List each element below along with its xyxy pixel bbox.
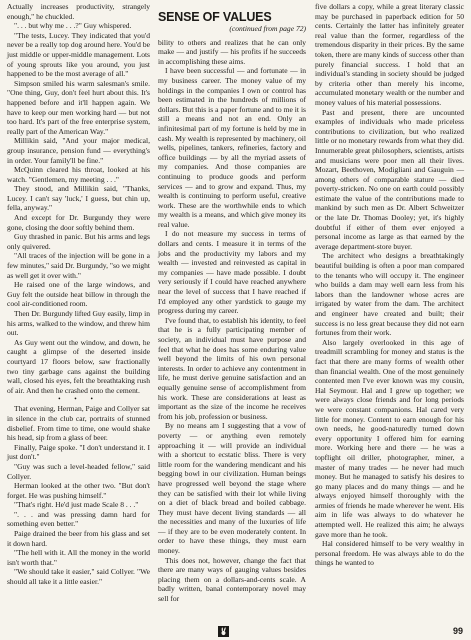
paragraph: Finally, Paige spoke. "I don't understand it. I just don't." (7, 442, 150, 462)
paragraph: That evening, Herman, Paige and Collyer sat in silence in the club car, portraits of stunned disbelief. From time to time, one would shake his head, sip from a glass of beer. (7, 404, 150, 443)
paragraph: "The tests, Lucey. They indicated that you'd never be a really top dog around here. You'd be just middle or upper-middle management. Lots of young sprouts like you around, you just happened to be the most average of all." (7, 30, 150, 79)
paragraph: Guy thrashed in panic. But his arms and legs only quivered. (7, 232, 150, 251)
paragraph: Herman looked at the other two. "But don't forget. He was pushing himself." (7, 481, 150, 500)
paragraph: And except for Dr. Burgundy they were gone, closing the door softly behind them. (7, 213, 150, 232)
paragraph: ". . . but why me . . .?" Guy whispered. (14, 21, 132, 31)
paragraph: By no means am I suggesting that a vow of poverty — or anything even remotely approaching it — will provide an individual with a shortcut to ecstatic bliss. There is very little room for the wandering mendicant and his begging bowl in our civilization. Human beings have progressed well beyond the stage where they can be satisfied with their lot while living on a diet of black bread and boiled cabbage. They must have decent living standards — all the necessities and many of the luxuries of life — if they are to be even moderately content. In order to have these things, they must earn money. (158, 421, 306, 556)
page-number: 99 (452, 626, 463, 636)
article-column-right (315, 2, 464, 568)
paragraph: "Guy was such a level-headed fellow," said Collyer. (7, 461, 150, 481)
article-title: SENSE OF VALUES (158, 10, 272, 24)
paragraph: five dollars a copy, while a great literary classic may be purchased in paperback edition for 50 cents. Certainly the latter has infinitely greater real value than the former, regardless of the tremendous disparity in their prices. By the same token, there are many kinds of success other than purely financial success. I hold that an individual's standing in society should be judged by criteria other than merely his income, accumulated monetary wealth or the number and money values of his material possessions. (315, 2, 464, 107)
paragraph: Past and present, there are uncounted examples of individuals who made priceless contributions to civilization, but who realized little or no monetary rewards from what they did. Innumerable great philosophers, scientists, artists and musicians were poor men all their lives. Mozart, Beethoven, Modigliani and Gauguin — among others of comparable stature — died poverty-stricken. No one on earth could possibly estimate the value of the contributions made to mankind by such men as Dr. Albert Schweitzer or the late Dr. Thomas Dooley; yet, it's highly doubtful if either of them ever enjoyed a personal income as large as that earned by the average department-store buyer. (315, 107, 465, 251)
paragraph: Then Dr. Burgundy lifted Guy easily, limp in his arms, walked to the window, and threw him out. (7, 309, 150, 338)
paragraph: The architect who designs a breathtakingly beautiful building is often a poor man compared to the tenants who will occupy it. The engineer who builds a dam may well earn less from his labors than the landowner whose acres are irrigated by water from the dam. The architect and engineer have created and built; their success is no less great because they did not earn fortunes from their work. (315, 251, 464, 338)
paragraph: This does not, however, change the fact that there are many ways of gauging values besides placing them on a dollars-and-cents scale. A badly written, banal contemporary novel may sell for (158, 555, 306, 604)
paragraph: Also largely overlooked in this age of treadmill scrambling for money and status is the fact that there are many forms of wealth other than financial wealth. One of the most genuinely contented men I've ever known was my cousin, Hal Seymour. Hal and I grew up together; we were always close friends and for long periods we were constant companions. Hal cared very little for money. Content to earn enough for his own needs, he good-naturedly turned down every opportunity I offered him for earning more. Working here and there — he was a topflight oil driller, photographer, miner, a master of many trades — he never had much money. But he managed to satisfy his desires to go many places and do many things — and he always enjoyed himself thoroughly with the armies of friends he made wherever he went. His aim in life was always to do whatever he attempted well. He realized this aim; he always gave more than he took. (315, 337, 464, 539)
paragraph: "The hell with it. All the money in the world isn't worth that." (7, 548, 150, 567)
paragraph: Actually increases productivity, strangely enough," he chuckled. (7, 2, 150, 21)
continued-from-label: (continued from page 72) (229, 24, 306, 33)
paragraph: "We should take it easier," said Collyer. "We should all take it a little easier." (7, 567, 150, 587)
paragraph: Millikin said, "And your major medical, group insurance, pension fund — everything's in order. Your family'll be fine." (7, 136, 150, 165)
paragraph: McQuinn cleared his throat, looked at his watch. "Gentlemen, my meeting . . ." (7, 165, 150, 184)
paragraph: Hal considered himself to be very wealthy in personal freedom. He was always able to do the things he wanted to (315, 539, 464, 568)
paragraph: bility to others and realizes that he can only make — and justify — his profits if he succeeds in accomplishing these aims. (158, 37, 306, 66)
paragraph: He raised one of the large windows, and Guy felt the outside heat billow in through the cool air-conditioned room. (7, 280, 150, 309)
paragraph: As Guy went out the window, and down, he caught a glimpse of the deserted inside courtyard 17 floors below, saw fractionally two tiny garbage cans against the building wall, closed his eyes, felt the breathtaking rush of air. And then he crashed onto the cement. (7, 337, 150, 395)
paragraph: I do not measure my success in terms of dollars and cents. I measure it in terms of the jobs and the productivity my labors and my wealth — invested and reinvested as capital in my companies — have made possible. I doubt very seriously if I could have reached anywhere near the level of success that I have reached if I'd employed any other yardstick to gauge my progress during my career. (158, 229, 306, 316)
paragraph: "That's right. He'd just made Scale 8 . . ." (14, 500, 139, 510)
paragraph: I've found that, to establish his identity, to feel that he is a fully participating member of society, an individual must have purpose and feel that what he does has some enduring value well beyond the limits of his own personal interests. In order to achieve any contentment in life, he must derive genuine satisfaction and an equally genuine sense of accomplishment from his work. These are considerations at least as important as the size of the income he receives from his job, profession or business. (158, 315, 306, 421)
paragraph: Paige drained the beer from his glass and set it down hard. (7, 529, 150, 548)
section-break-dots: • • • (58, 395, 99, 404)
paragraph: "All traces of the injection will be gone in a few minutes," said Dr. Burgundy, "so we might as well get it over with." (7, 251, 150, 280)
paragraph: I have been successful — and fortunate — in my business career. The money value of my holdings in the companies I own or control has been estimated in the hundreds of millions of dollars. But this is a paper fortune and to me it is still a means and not an end. Only an infinitesimal part of my fortune is held by me in cash. My wealth is represented by machinery, oil wells, pipelines, tankers, refineries, factory and office buildings — by all the myriad assets of my companies. And those companies are continuing to produce goods and perform services — and to grow and expand. Thus, my wealth is continuing to perform useful, creative work. These are the worthwhile ends to which my wealth is a means, and which give money its real value. (158, 66, 306, 229)
paragraph: They stood, and Millikin said, "Thanks, Lucey. I can't say 'luck,' I guess, but chin up, fella, anyway." (7, 184, 150, 213)
article-column-middle (158, 2, 306, 604)
rabbit-head-logo-icon (218, 626, 229, 637)
story-conclusion-column (7, 2, 150, 587)
paragraph: Simpson smiled his warm salesman's smile. "One thing, Guy, don't feel hurt about this. It's happened before and it'll happen again. We have to keep our men working hard — but not too hard. It's part of the free enterprise system, really part of the American Way." (7, 78, 150, 136)
paragraph: ". . . and was pressing damn hard for something even better." (7, 509, 150, 529)
